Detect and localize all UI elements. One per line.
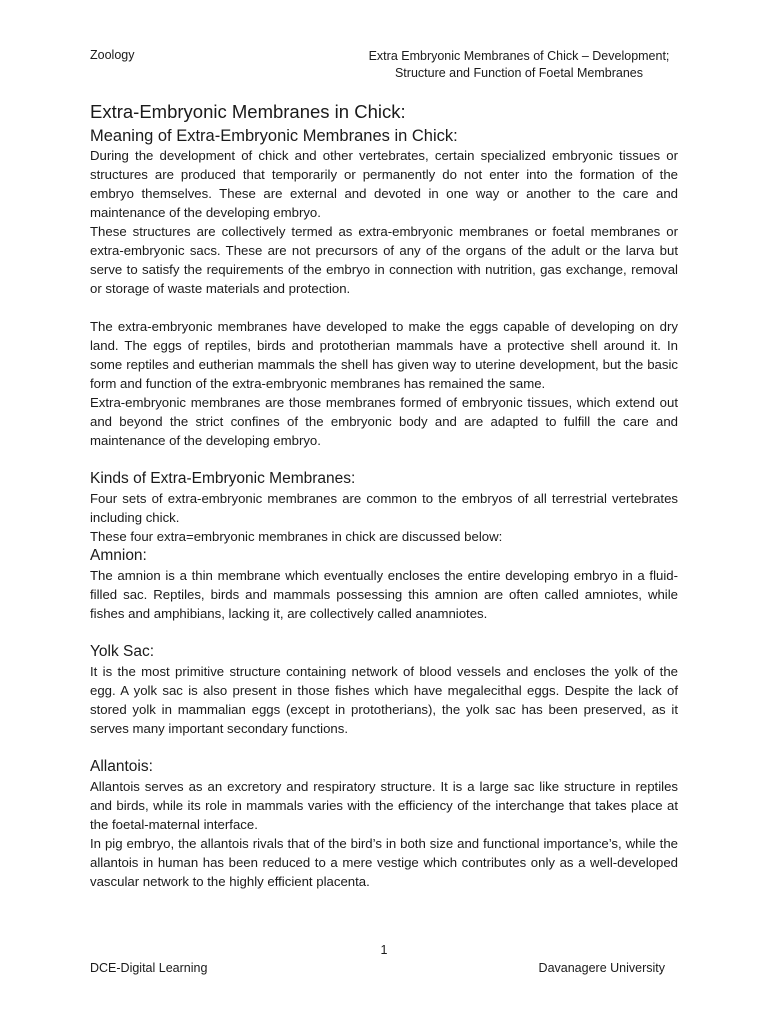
yolk-sac-paragraph: It is the most primitive structure containing network of blood vessels and encloses the yolk of the egg. A yolk sac is also present in those fishes which have megalecithal eggs. Despite the lack of stored yolk in mammalian eggs (except in prototherians), the yolk sac has been preserved, as it serves many important secondary functions.	[90, 664, 678, 736]
header-topic	[330, 48, 708, 82]
header-topic-line2: Structure and Function of Foetal Membranes	[394, 66, 644, 80]
page-content	[90, 100, 678, 891]
header-topic-line1: Extra Embryonic Membranes of Chick – Development;	[368, 49, 670, 63]
amnion-heading: Amnion:	[90, 547, 147, 564]
spacer	[90, 623, 678, 642]
footer-right: Davanagere University	[538, 961, 665, 975]
amnion-paragraph: The amnion is a thin membrane which eventually encloses the entire developing embryo in a fluid-filled sac. Reptiles, birds and mammals possessing this amnion are often called amniotes, while fishes and amphibians, lacking it, are collectively called anamniotes.	[90, 568, 678, 621]
kinds-heading: Kinds of Extra-Embryonic Membranes:	[90, 470, 356, 487]
meaning-heading: Meaning of Extra-Embryonic Membranes in Chick:	[90, 127, 458, 145]
allantois-heading: Allantois:	[90, 758, 153, 775]
meaning-paragraph-4: Extra-embryonic membranes are those membranes formed of embryonic tissues, which extend out and beyond the strict confines of the embryonic body and are adapted to fulfill the care and maintenance of the developing embryo.	[90, 395, 678, 448]
spacer	[90, 738, 678, 757]
allantois-paragraph-2: In pig embryo, the allantois rivals that of the bird’s in both size and functional importance’s, while the allantois in human has been reduced to a mere vestige which contributes only as a well-developed vascular network to the highly efficient placenta.	[90, 836, 678, 889]
page-title: Extra-Embryonic Membranes in Chick:	[90, 101, 406, 122]
meaning-paragraph-1: During the development of chick and other vertebrates, certain specialized embryonic tissues or structures are produced that temporarily or permanently do not enter into the formation of the embryo themselves. These are external and devoted in one way or another to the care and maintenance of the developing embryo.	[90, 148, 678, 220]
spacer	[90, 298, 678, 317]
kinds-paragraph-1: Four sets of extra-embryonic membranes are common to the embryos of all terrestrial vertebrates including chick.	[90, 491, 678, 525]
spacer	[90, 450, 678, 469]
allantois-paragraph-1: Allantois serves as an excretory and respiratory structure. It is a large sac like structure in reptiles and birds, while its role in mammals varies with the efficiency of the interchange that takes place at the foetal-maternal interface.	[90, 779, 678, 832]
kinds-paragraph-2: These four extra=embryonic membranes in chick are discussed below:	[90, 529, 503, 544]
meaning-paragraph-3: The extra-embryonic membranes have developed to make the eggs capable of developing on dry land. The eggs of reptiles, birds and prototherian mammals have a protective shell around it. In some reptiles and eutherian mammals the shell has given way to uterine development, but the basic form and function of the extra-embryonic membranes has remained the same.	[90, 319, 678, 391]
yolk-sac-heading: Yolk Sac:	[90, 643, 155, 660]
footer-left: DCE-Digital Learning	[90, 961, 208, 975]
page-number: 1	[380, 943, 388, 957]
meaning-paragraph-2: These structures are collectively termed as extra-embryonic membranes or foetal membranes or extra-embryonic sacs. These are not precursors of any of the organs of the adult or the larva but serve to satisfy the requirements of the embryo in connection with nutrition, gas exchange, removal or storage of waste materials and protection.	[90, 224, 678, 296]
header-subject: Zoology	[90, 48, 135, 62]
